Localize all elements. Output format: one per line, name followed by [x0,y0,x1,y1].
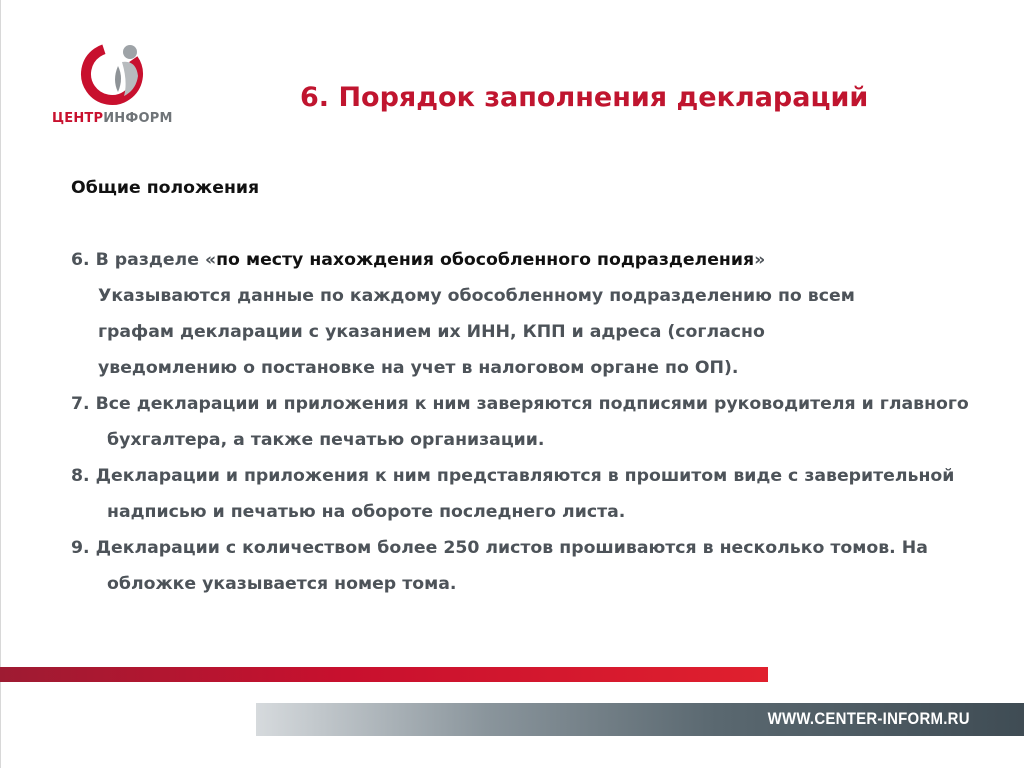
slide-border [0,0,1,768]
paragraph-6-line: уведомлению о постановке на учет в налоговом органе по ОП). [98,358,739,378]
centerinform-emblem-icon [78,38,148,108]
paragraph-6-prefix: 6. В разделе « [71,250,217,270]
paragraph-6 [71,242,1011,386]
list-item-7: 7. Все декларации и приложения к ним заверяются подписями руководителя и главного бухгалтера, а также печатью организации. [71,394,969,450]
logo-text-gray: ИНФОРМ [103,111,173,126]
list-item-9: 9. Декларации с количеством более 250 листов прошиваются в несколько томов. На обложке указывается номер тома. [71,538,928,594]
list-item-8: 8. Декларации и приложения к ним представляются в прошитом виде с заверительной надписью и печатью на обороте последнего листа. [71,466,955,522]
logo-text-red: ЦЕНТР [52,111,104,126]
section-subtitle: Общие положения [71,178,260,198]
logo-wordmark [52,111,173,126]
paragraph-6-highlight: по месту нахождения обособленного подразделения [216,250,755,270]
paragraph-6-line: графам декларации с указанием их ИНН, КПП и адреса (согласно [98,322,765,342]
footer-bar [256,703,1024,736]
slide-title: 6. Порядок заполнения деклараций [300,82,869,113]
paragraph-6-heading [71,242,1011,278]
website-link[interactable]: WWW.CENTER-INFORM.RU [767,709,970,728]
slide-content [71,170,1011,602]
paragraph-6-suffix: » [754,250,766,270]
red-divider-bar [0,667,768,682]
logo [48,38,188,133]
paragraph-6-line: Указываются данные по каждому обособленному подразделению по всем [98,286,855,306]
